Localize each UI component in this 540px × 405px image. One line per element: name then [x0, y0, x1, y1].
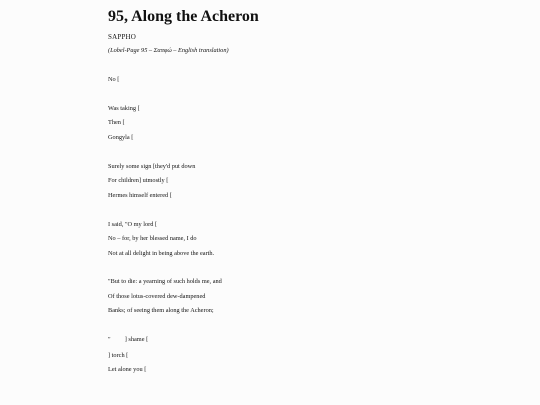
poem-line: No [ [108, 76, 120, 83]
poem-line: Let alone you [ [108, 366, 147, 373]
poem-line: Not at all delight in being above the earth. [108, 250, 215, 257]
poem-line: No – for, by her blessed name, I do [108, 235, 197, 242]
poem-line: For children] utmostly [ [108, 177, 169, 184]
poem-line: " ] shame [ [108, 336, 149, 343]
poem-line: ] torch [ [108, 352, 129, 359]
poem-line: Then [ [108, 119, 125, 126]
poem-line: "But to die: a yearning of such holds me, and [108, 278, 222, 285]
poem-line: Gongyla [ [108, 134, 134, 141]
poem-line: I said, "O my lord [ [108, 221, 158, 228]
poem-author: SAPPHO [108, 33, 137, 41]
poem-title: 95, Along the Acheron [108, 8, 259, 25]
poem-line: Of those lotus-covered dew-dampened [108, 293, 206, 300]
poem-subtitle: (Lobel-Page 95 – Σαπφώ – English translation) [108, 47, 229, 54]
poem-line: Hermes himself entered [ [108, 192, 172, 199]
poem-line: Banks; of seeing them along the Acheron; [108, 307, 214, 314]
poem-line: Was taking [ [108, 105, 140, 112]
poem-line: Surely some sign [they'd put down [108, 163, 196, 170]
